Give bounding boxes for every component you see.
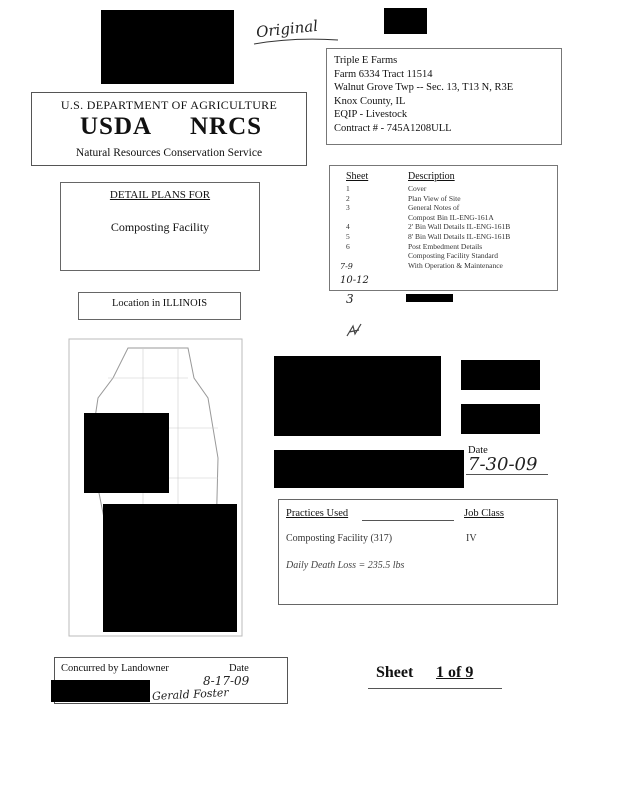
sheet-footer-value: 1 of 9 [436,664,474,681]
job-class-header: Job Class [464,508,504,519]
detail-plans-heading: DETAIL PLANS FOR [109,189,211,201]
practices-header-line [362,520,454,521]
farm-tract: Farm 6334 Tract 11514 [334,68,433,80]
farm-county: Knox County, IL [334,95,406,107]
redaction-signature [51,680,150,702]
sheet-row: 2 Plan View of Site [346,193,461,203]
sheet-footer-line [368,688,502,689]
farm-name: Triple E Farms [334,55,398,66]
plan-date: 7-30-09 [468,454,538,475]
date-line [466,474,548,475]
scribble-mark-icon [345,322,365,340]
original-underline [252,36,342,48]
handwritten-sheet-10-12: 10-12 [340,275,369,286]
redaction-right-1 [274,356,441,436]
sheet-index-rows [346,184,551,270]
farm-program: EQIP - Livestock [334,109,408,120]
detail-plans-project: Composting Facility [110,220,210,234]
handwritten-original: Original [255,16,319,42]
redaction-right-2 [461,360,540,390]
sheet-row: Compost Bin IL-ENG-161A [408,212,494,222]
farm-location: Walnut Grove Twp -- Sec. 13, T13 N, R3E [334,82,514,93]
redaction-top-left [101,10,234,84]
practice-note: Daily Death Loss = 235.5 lbs [286,560,405,571]
redaction-map-1 [84,413,169,493]
farm-contract: Contract # - 745A1208ULL [334,122,452,134]
redaction-right-3 [461,404,540,434]
sheet-row: 5 8' Bin Wall Details IL-ENG-161B [346,231,511,241]
redaction-map-2 [103,504,237,632]
sheet-row: 3 General Notes of [346,203,460,213]
sheet-row: With Operation & Maintenance [408,260,503,270]
sheet-row: 4 2' Bin Wall Details IL-ENG-161B [346,222,511,232]
redaction-right-4 [274,450,464,488]
redaction-top-right [384,8,427,34]
signature-date: 8-17-09 [203,674,250,688]
concurrence-date-label: Date [229,663,249,674]
location-label: Location in ILLINOIS [111,298,208,309]
sheet-row: 1 Cover [346,184,427,193]
practice-job-class: IV [466,533,477,544]
practice-composting: Composting Facility (317) [286,533,393,544]
date-label: Date [468,445,488,456]
concurrence-label: Concurred by Landowner [61,663,169,674]
sheet-footer-label: Sheet [376,664,414,681]
agency-usda: USDA [80,113,153,140]
landowner-signature: Gerald Foster [151,686,229,703]
sheet-index-header-description: Description [408,171,455,182]
agency-service: Natural Resources Conservation Service [75,147,263,159]
agency-nrcs: NRCS [190,113,263,140]
sheet-row: 6 Post Embedment Details [346,241,483,251]
sheet-index-header-sheet: Sheet [346,171,369,182]
redaction-sheet-13 [406,294,453,302]
agency-department: U.S. DEPARTMENT OF AGRICULTURE [60,98,278,112]
practices-header: Practices Used [286,508,349,519]
sheet-row: Composting Facility Standard [408,251,498,261]
handwritten-sheet-13: 3 [346,292,354,306]
handwritten-sheet-7-9: 7-9 [340,262,353,271]
farm-info-text [334,54,513,135]
